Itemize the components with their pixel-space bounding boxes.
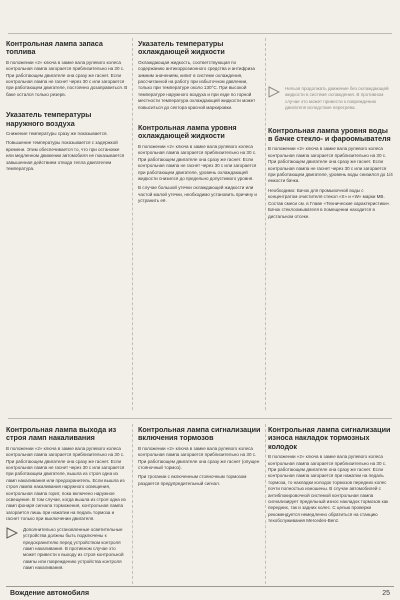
column-divider [132,424,133,584]
section-text-brake-signal-2: При трогании с включенным стояночным тормозом раздается предупредительный сигнал. [138,474,247,486]
section-title-outside-temperature: Указатель температуры наружного воздуха [6,110,92,128]
section-title-washer-fluid: Контрольная лампа уровня воды в бачке стекло- и фароомывателя [268,125,391,144]
section-text-outside-temperature-1: Снижение температуры сразу же показывается. [6,131,108,137]
warning-triangle-icon [6,527,20,575]
warning-triangle-icon [268,86,282,115]
footer-chapter-title: Вождение автомобиля [10,590,90,597]
section-text-coolant-level-2: В случае большой утечки охлаждающей жидкости или частой малой утечки, необходимо установить причину и устранить её. [138,185,257,204]
top-column-1 [6,38,128,410]
column-divider [265,424,266,584]
bottom-column-2 [138,424,262,586]
column-divider [132,38,133,410]
footer-rule [6,586,394,587]
section-text-coolant-temperature: Охлаждающая жидкость, соответствующая по содержанию антикоррозионного средства и антифриза зимним значениям, кипит в системе охлаждения, рассчитанной на работу при избыточном давлении, только при температуре около 130°С. При высокой температуре наружного воздуха и при езде по горной местности температура охлаждающей жидкости может повыситься до сектора красной маркировки. [138,59,256,110]
column-divider [265,38,266,410]
bulb-note [6,527,128,575]
section-text-brake-signal-1: В положении «2» ключа в замке вала рулевого колеса контрольная лампа загорается приблизительно на 30 с. При работающем двигателе она сразу же гаснет (опущен стояночный тормоз). [138,445,260,471]
bottom-column-3 [268,424,394,586]
section-title-coolant-level: Контрольная лампа уровня охлаждающей жидкости [138,123,237,141]
bottom-column-1 [6,424,128,586]
section-text-fuel-reserve: В положении «2» ключа в замке вала рулевого колеса контрольная лампа загорается приблизительно на 30 с. При работающем двигателе она сразу же гаснет. Если контрольная лампа не гаснет через 30 с или загорается при работающем двигателе, постоянно дозаправиться. В баке остался только резерв. [6,59,128,97]
top-column-3 [268,38,394,410]
section-text-outside-temperature-2: Повышение температуры показывается с задержкой времени. Этим обеспечивается то, что при остановке или медленном движении автомобиля не показывается завышенная действием отвода тепла двигателем температура. [6,140,125,172]
section-title-bulb-failure: Контрольная лампа выхода из строя ламп накаливания [6,425,117,443]
top-column-2 [138,38,262,410]
section-text-washer-fluid-1: В положении «2» ключа в замке вала рулевого колеса контрольная лампа загорается приблизительно на 30 с. При работающем двигателе она сразу же гаснет. Если контрольная лампа не гаснет через 30 с или загорается при работающем двигателе, уровень воды снизился до 1/4 емкости бачка. [268,146,393,184]
section-text-brake-pad-wear: В положении «2» ключа в замке вала рулевого колеса контрольная лампа загорается приблизительно на 30 с. При работающем двигателе она сразу же гаснет. Если контрольная лампа загорается при нажатии на педаль тормоза, то накладки колодок тормозов передних колес почти полностью изношены. В случае автомобилей с антиблокировочной системой контрольная лампа сигнализирует предельный износ накладок тормозов как передних, так и задних колес. С целью проверки рекомендуется немедленно обратиться на станцию техобслуживания Mercedes-Benz. [268,454,389,524]
section-title-fuel-reserve: Контрольная лампа запаса топлива [6,39,103,57]
bulb-note-text: Дополнительно установленные осветительные устройства должны быть подключены к предохранителю перед устройством контроля ламп накаливания. В противном случае это может привести к выходу из строя контрольной лампы или повреждению устройства контроля ламп накаливания. [23,526,124,571]
section-title-coolant-temperature: Указатель температуры охлаждающей жидкости [138,39,225,57]
section-text-coolant-level-1: В положении «2» ключа в замке вала рулевого колеса контрольная лампа загорается приблизительно на 30 с. При работающем двигателе она сразу же гаснет. Если контрольная лампа не гаснет через 30 с или загорается при работающем двигателе, уровень охлаждающей жидкости снизился до предельно допустимого уровня. [138,143,257,181]
section-text-washer-fluid-2: Необходимо: Бачок для промывочной воды с концентратом очистителя стекол «S» и «W» марки MB. Состав смеси см. в Главе «Технические характеристики». Бачок стеклоомывателя в помещении находится в дистальном отсеке. [268,187,391,219]
top-rule [8,33,392,34]
section-text-bulb-failure: В положении «2» ключа в замке вала рулевого колеса контрольная лампа загорается приблизительно на 30 с. При работающем двигателе она сразу же гаснет. Если контрольная лампа не гаснет через 30 с или загорается при работающем двигателе, вышла из строя одна из ламп накаливания или предохранитель. Если вышла из строя лампа накаливания наружного освещения, контрольная лампа горит, пока включено наружное освещение. В том случае, когда вышла из строя одна из ламп фонаря сигнала торможения, контрольная лампа загорается лишь при нажатии на педаль тормоза и гаснет только при выключении двигателя. [6,445,126,522]
page-number: 25 [382,590,390,597]
page-footer [6,592,394,600]
section-title-brake-pad-wear: Контрольная лампа сигнализации износа накладок тормозных колодок [268,425,391,451]
section-title-brake-signal: Контрольная лампа сигнализации включения тормозов [138,425,261,443]
middle-rule [8,418,392,419]
warning-note-text: Нельзя продолжать движение без охлаждающей жидкости в системе охлаждения. В противном случае это может привести к повреждению двигателя вследствие перегрева. [285,86,389,111]
warning-note [268,86,394,115]
